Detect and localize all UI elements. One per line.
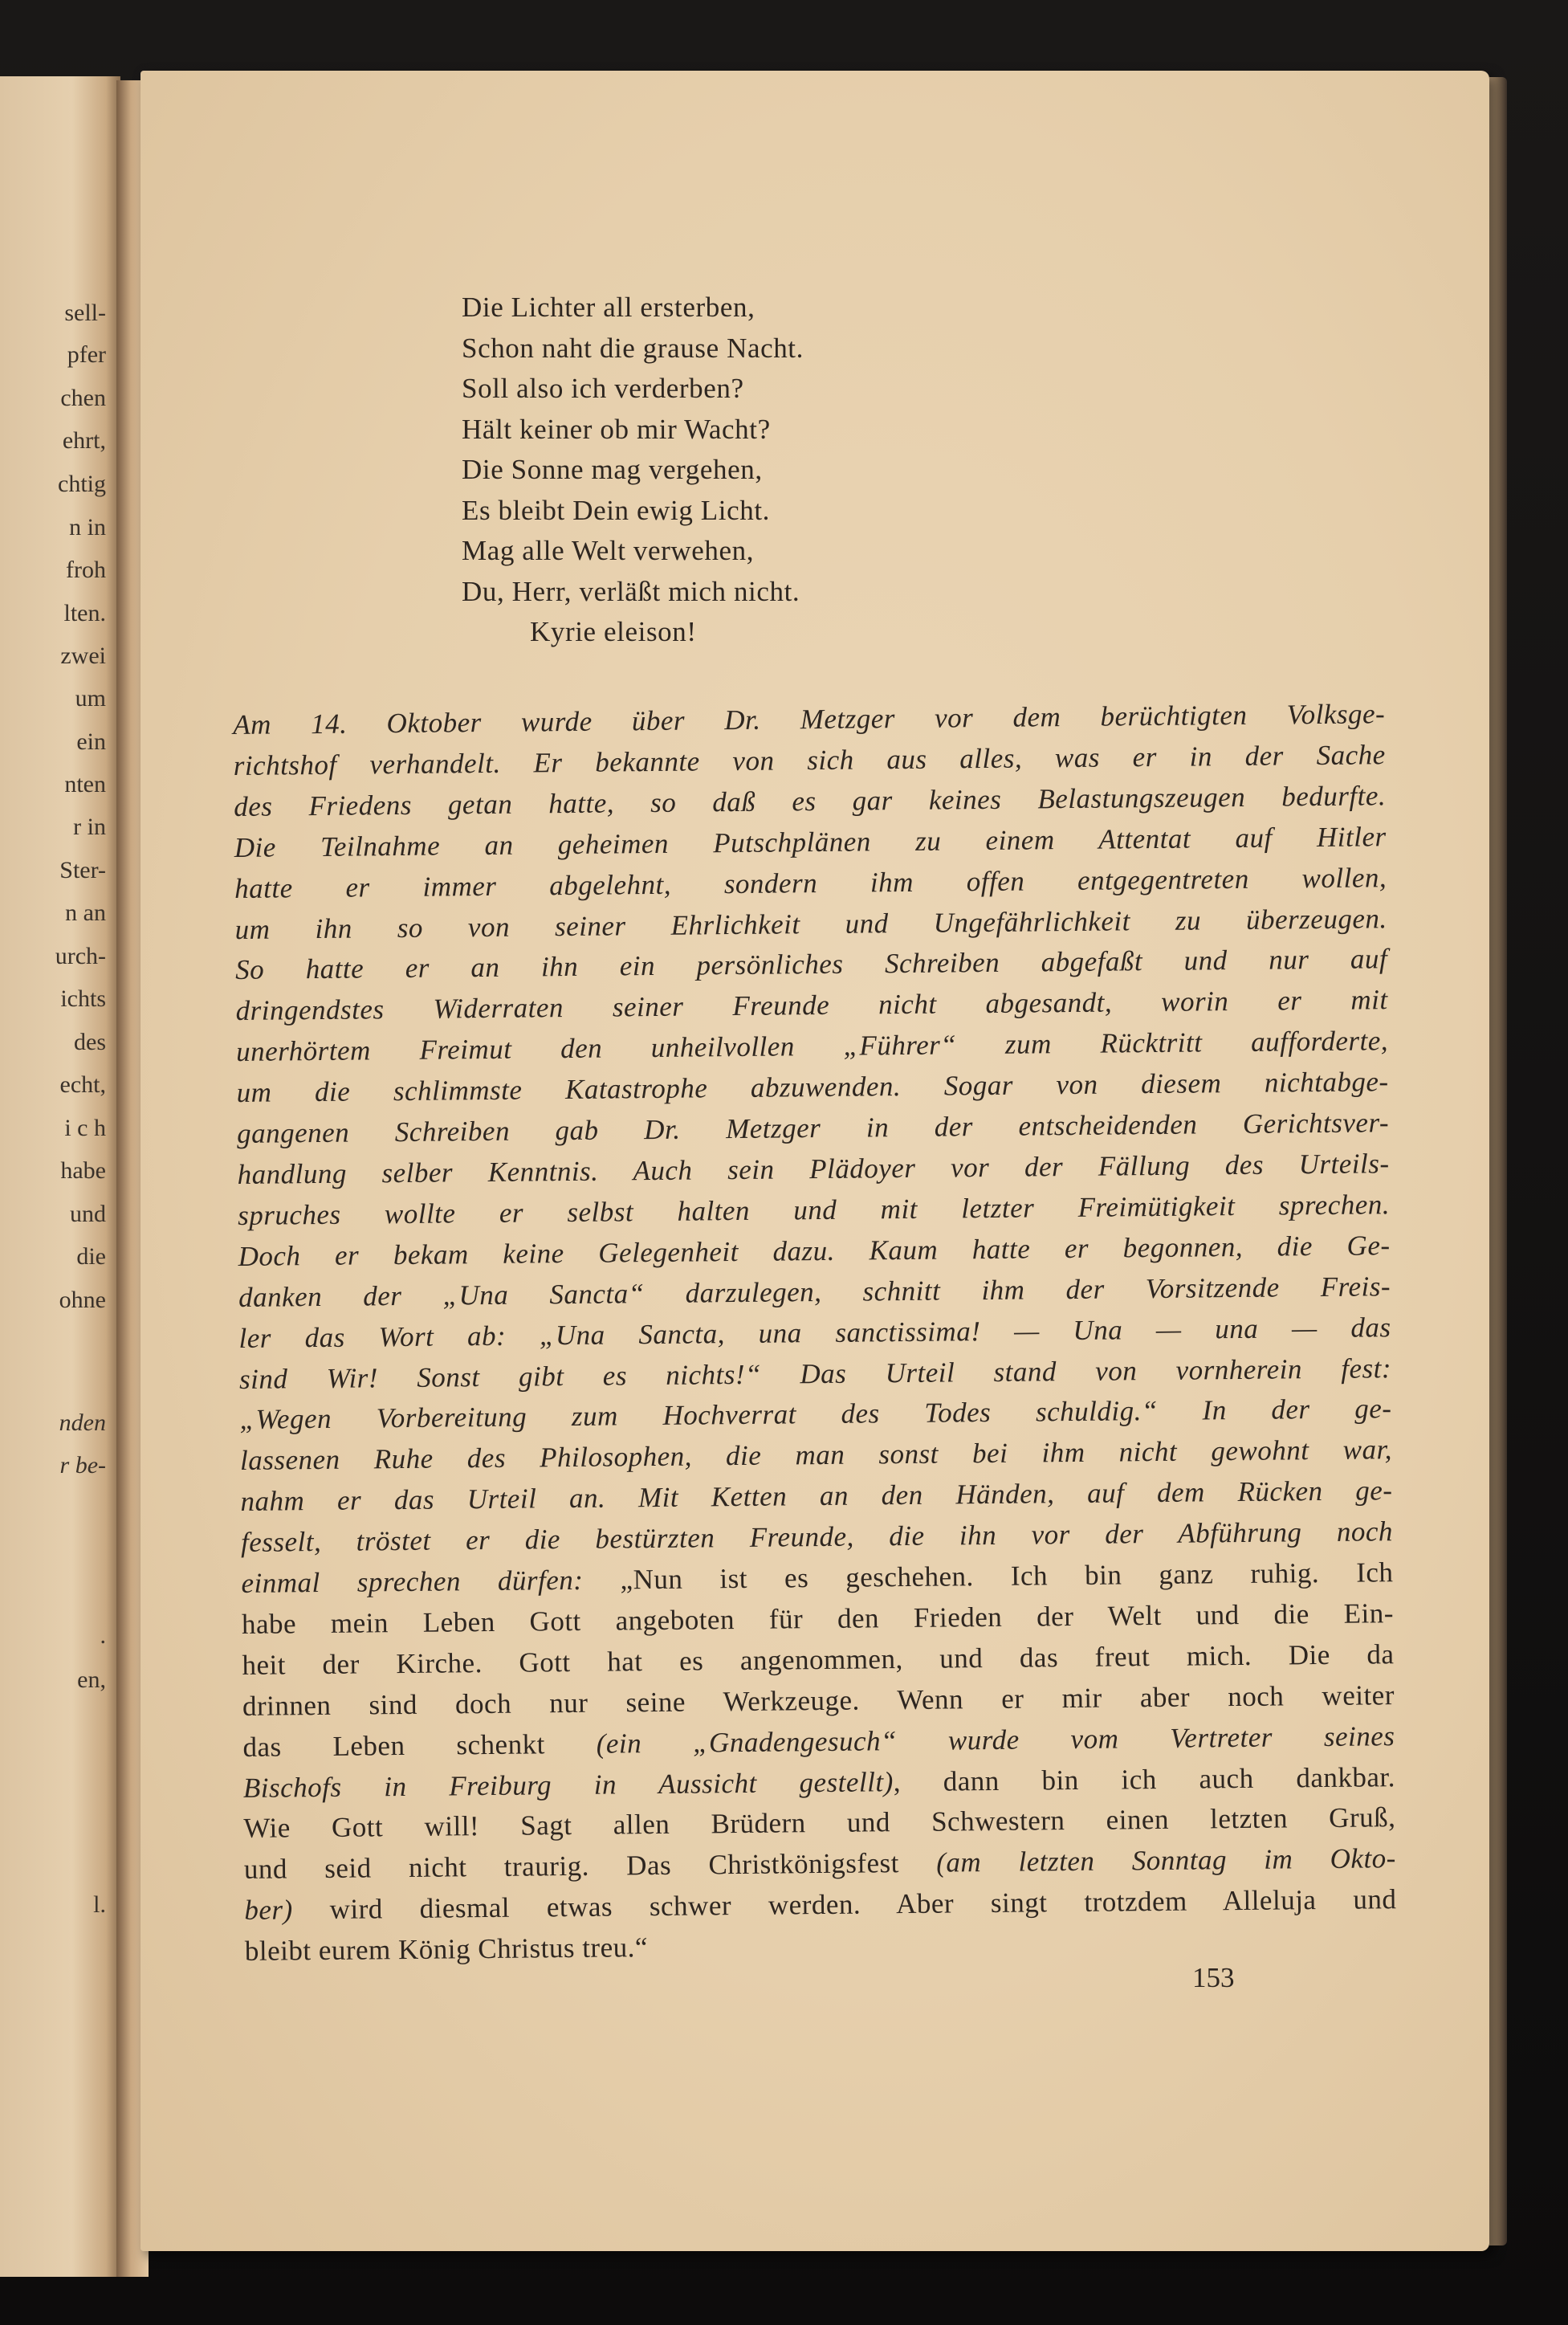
left-fragment: um	[75, 685, 106, 712]
prose-line: hatte er immer abgelehnt, sondern ihm offen entgegentreten wollen,	[234, 861, 1387, 904]
left-fragment: urch-	[55, 943, 106, 969]
left-fragment: Ster-	[59, 857, 106, 883]
prose-line: lassenen Ruhe des Philosophen, die man sonst bei ihm nicht gewohnt war,	[239, 1434, 1393, 1477]
prose-line: habe mein Leben Gott angeboten für den Frieden der Welt und die Ein-	[241, 1597, 1395, 1640]
prose-paragraph	[233, 694, 1397, 1972]
prose-line: Die Teilnahme an geheimen Putschplänen zu einem Attentat auf Hitler	[234, 820, 1387, 863]
prose-line: So hatte er an ihn ein persönliches Schreiben abgefaßt und nur auf	[234, 943, 1388, 986]
prose-line: bleibt eurem König Christus treu.“	[244, 1931, 649, 1968]
prose-line: dringendstes Widerraten seiner Freunde nicht abgesandt, worin er mit	[235, 984, 1388, 1027]
left-fragment: ichts	[60, 985, 106, 1012]
left-facing-page	[0, 76, 120, 2277]
prose-line: um die schlimmste Katastrophe abzuwenden. Sogar von diesem nichtabge-	[236, 1066, 1389, 1109]
prose-line: nahm er das Urteil an. Mit Ketten an den Händen, auf dem Rücken ge-	[240, 1475, 1393, 1518]
poem-line: Soll also ich verderben?	[462, 373, 744, 404]
left-fragment: chen	[60, 385, 106, 411]
prose-line: danken der „Una Sancta“ darzulegen, schnitt ihm der Vorsitzende Freis-	[238, 1270, 1391, 1313]
prose-italic-run: einmal sprechen dürfen:	[241, 1564, 584, 1599]
prose-line: gangenen Schreiben gab Dr. Metzger in der entscheidenden Gerichtsver-	[236, 1107, 1390, 1150]
left-fragment: ehrt,	[62, 427, 106, 454]
left-fragment: des	[74, 1029, 106, 1055]
right-page	[141, 71, 1489, 2251]
left-fragment: nden	[59, 1409, 106, 1436]
poem-line: Hält keiner ob mir Wacht?	[462, 413, 771, 445]
prose-roman-run: und seid nicht traurig. Das Christkönigsfest	[243, 1847, 937, 1886]
poem-line: Du, Herr, verläßt mich nicht.	[462, 575, 800, 607]
prose-line: ler das Wort ab: „Una Sancta, una sanctissima! — Una — una — das	[238, 1311, 1391, 1354]
poem-line: Es bleibt Dein ewig Licht.	[462, 494, 770, 526]
poem-line: Die Lichter all ersterben,	[462, 292, 755, 323]
left-fragment: ohne	[59, 1287, 106, 1313]
prose-line: Am 14. Oktober wurde über Dr. Metzger vor dem berüchtigten Volksge-	[233, 698, 1386, 740]
page-edge	[1489, 77, 1507, 2245]
prose-roman-run: „Nun ist es geschehen. Ich bin ganz ruhig. Ich	[583, 1556, 1394, 1596]
left-fragment: lten.	[63, 600, 106, 626]
left-fragment: r in	[73, 814, 106, 840]
prose-italic-run: (am letzten Sonntag im Okto-	[936, 1842, 1397, 1879]
prose-line: fesselt, tröstet er die bestürzten Freunde, die ihn vor der Abführung noch	[240, 1515, 1394, 1559]
left-fragment: nten	[64, 771, 106, 797]
left-fragment: i c h	[64, 1115, 106, 1141]
prose-line: heit der Kirche. Gott hat es angenommen, und das freut mich. Die da	[242, 1638, 1395, 1681]
prose-roman-run: wird diesmal etwas schwer werden. Aber singt trotzdem Alleluja und	[292, 1883, 1397, 1926]
left-fragment: sell-	[64, 300, 106, 326]
prose-line: „Wegen Vorbereitung zum Hochverrat des Todes schuldig.“ In der ge-	[239, 1393, 1392, 1436]
prose-line: spruches wollte er selbst halten und mit letzter Freimütigkeit sprechen.	[237, 1189, 1391, 1231]
left-fragment: l.	[93, 1891, 106, 1918]
left-fragment: habe	[60, 1157, 106, 1184]
left-fragment: ein	[76, 728, 106, 755]
left-fragment: zwei	[60, 642, 106, 669]
prose-line: Wie Gott will! Sagt allen Brüdern und Schwestern einen letzten Gruß,	[243, 1801, 1396, 1845]
left-fragment: pfer	[67, 341, 106, 368]
prose-line: unerhörtem Freimut den unheilvollen „Führer“ zum Rücktritt aufforderte,	[235, 1025, 1389, 1068]
prose-roman-run: , dann bin ich auch dankbar.	[893, 1760, 1396, 1797]
left-fragment: n an	[65, 899, 106, 926]
prose-italic-run: ber)	[244, 1894, 293, 1927]
prose-italic-run: (ein „Gnadengesuch“ wurde vom Vertreter seines	[596, 1719, 1395, 1760]
left-fragment: n in	[69, 514, 106, 540]
poem-line: Mag alle Welt verwehen,	[462, 535, 755, 566]
prose-line: sind Wir! Sonst gibt es nichts!“ Das Urteil stand von vornherein fest:	[238, 1352, 1392, 1395]
left-fragment: und	[70, 1201, 106, 1227]
prose-line: Doch er bekam keine Gelegenheit dazu. Kaum hatte er begonnen, die Ge-	[238, 1229, 1391, 1272]
left-fragment: die	[76, 1243, 106, 1270]
left-fragment: chtig	[58, 471, 106, 497]
left-fragment: r be-	[59, 1452, 106, 1479]
prose-line: drinnen sind doch nur seine Werkzeuge. Wenn er mir aber noch weiter	[242, 1678, 1395, 1722]
left-fragment: .	[100, 1622, 106, 1649]
poem	[462, 288, 804, 653]
prose-italic-run: Bischofs in Freiburg in Aussicht gestellt)	[242, 1765, 894, 1804]
prose-line: des Friedens getan hatte, so daß es gar keines Belastungszeugen bedurfte.	[234, 780, 1387, 822]
poem-line: Schon naht die grause Nacht.	[462, 332, 804, 364]
poem-refrain: Kyrie eleison!	[530, 616, 697, 647]
page-number: 153	[1192, 1962, 1235, 1993]
left-fragment: en,	[77, 1666, 106, 1693]
left-fragment: froh	[66, 557, 106, 583]
prose-line: handlung selber Kenntnis. Auch sein Plädoyer vor der Fällung des Urteils-	[237, 1148, 1390, 1190]
poem-line: Die Sonne mag vergehen,	[462, 454, 763, 485]
prose-line: richtshof verhandelt. Er bekannte von sich aus alles, was er in der Sache	[233, 739, 1386, 781]
prose-line: um ihn so von seiner Ehrlichkeit und Ungefährlichkeit zu überzeugen.	[234, 902, 1387, 945]
left-fragment: echt,	[59, 1071, 106, 1098]
prose-roman-run: das Leben schenkt	[242, 1727, 597, 1763]
